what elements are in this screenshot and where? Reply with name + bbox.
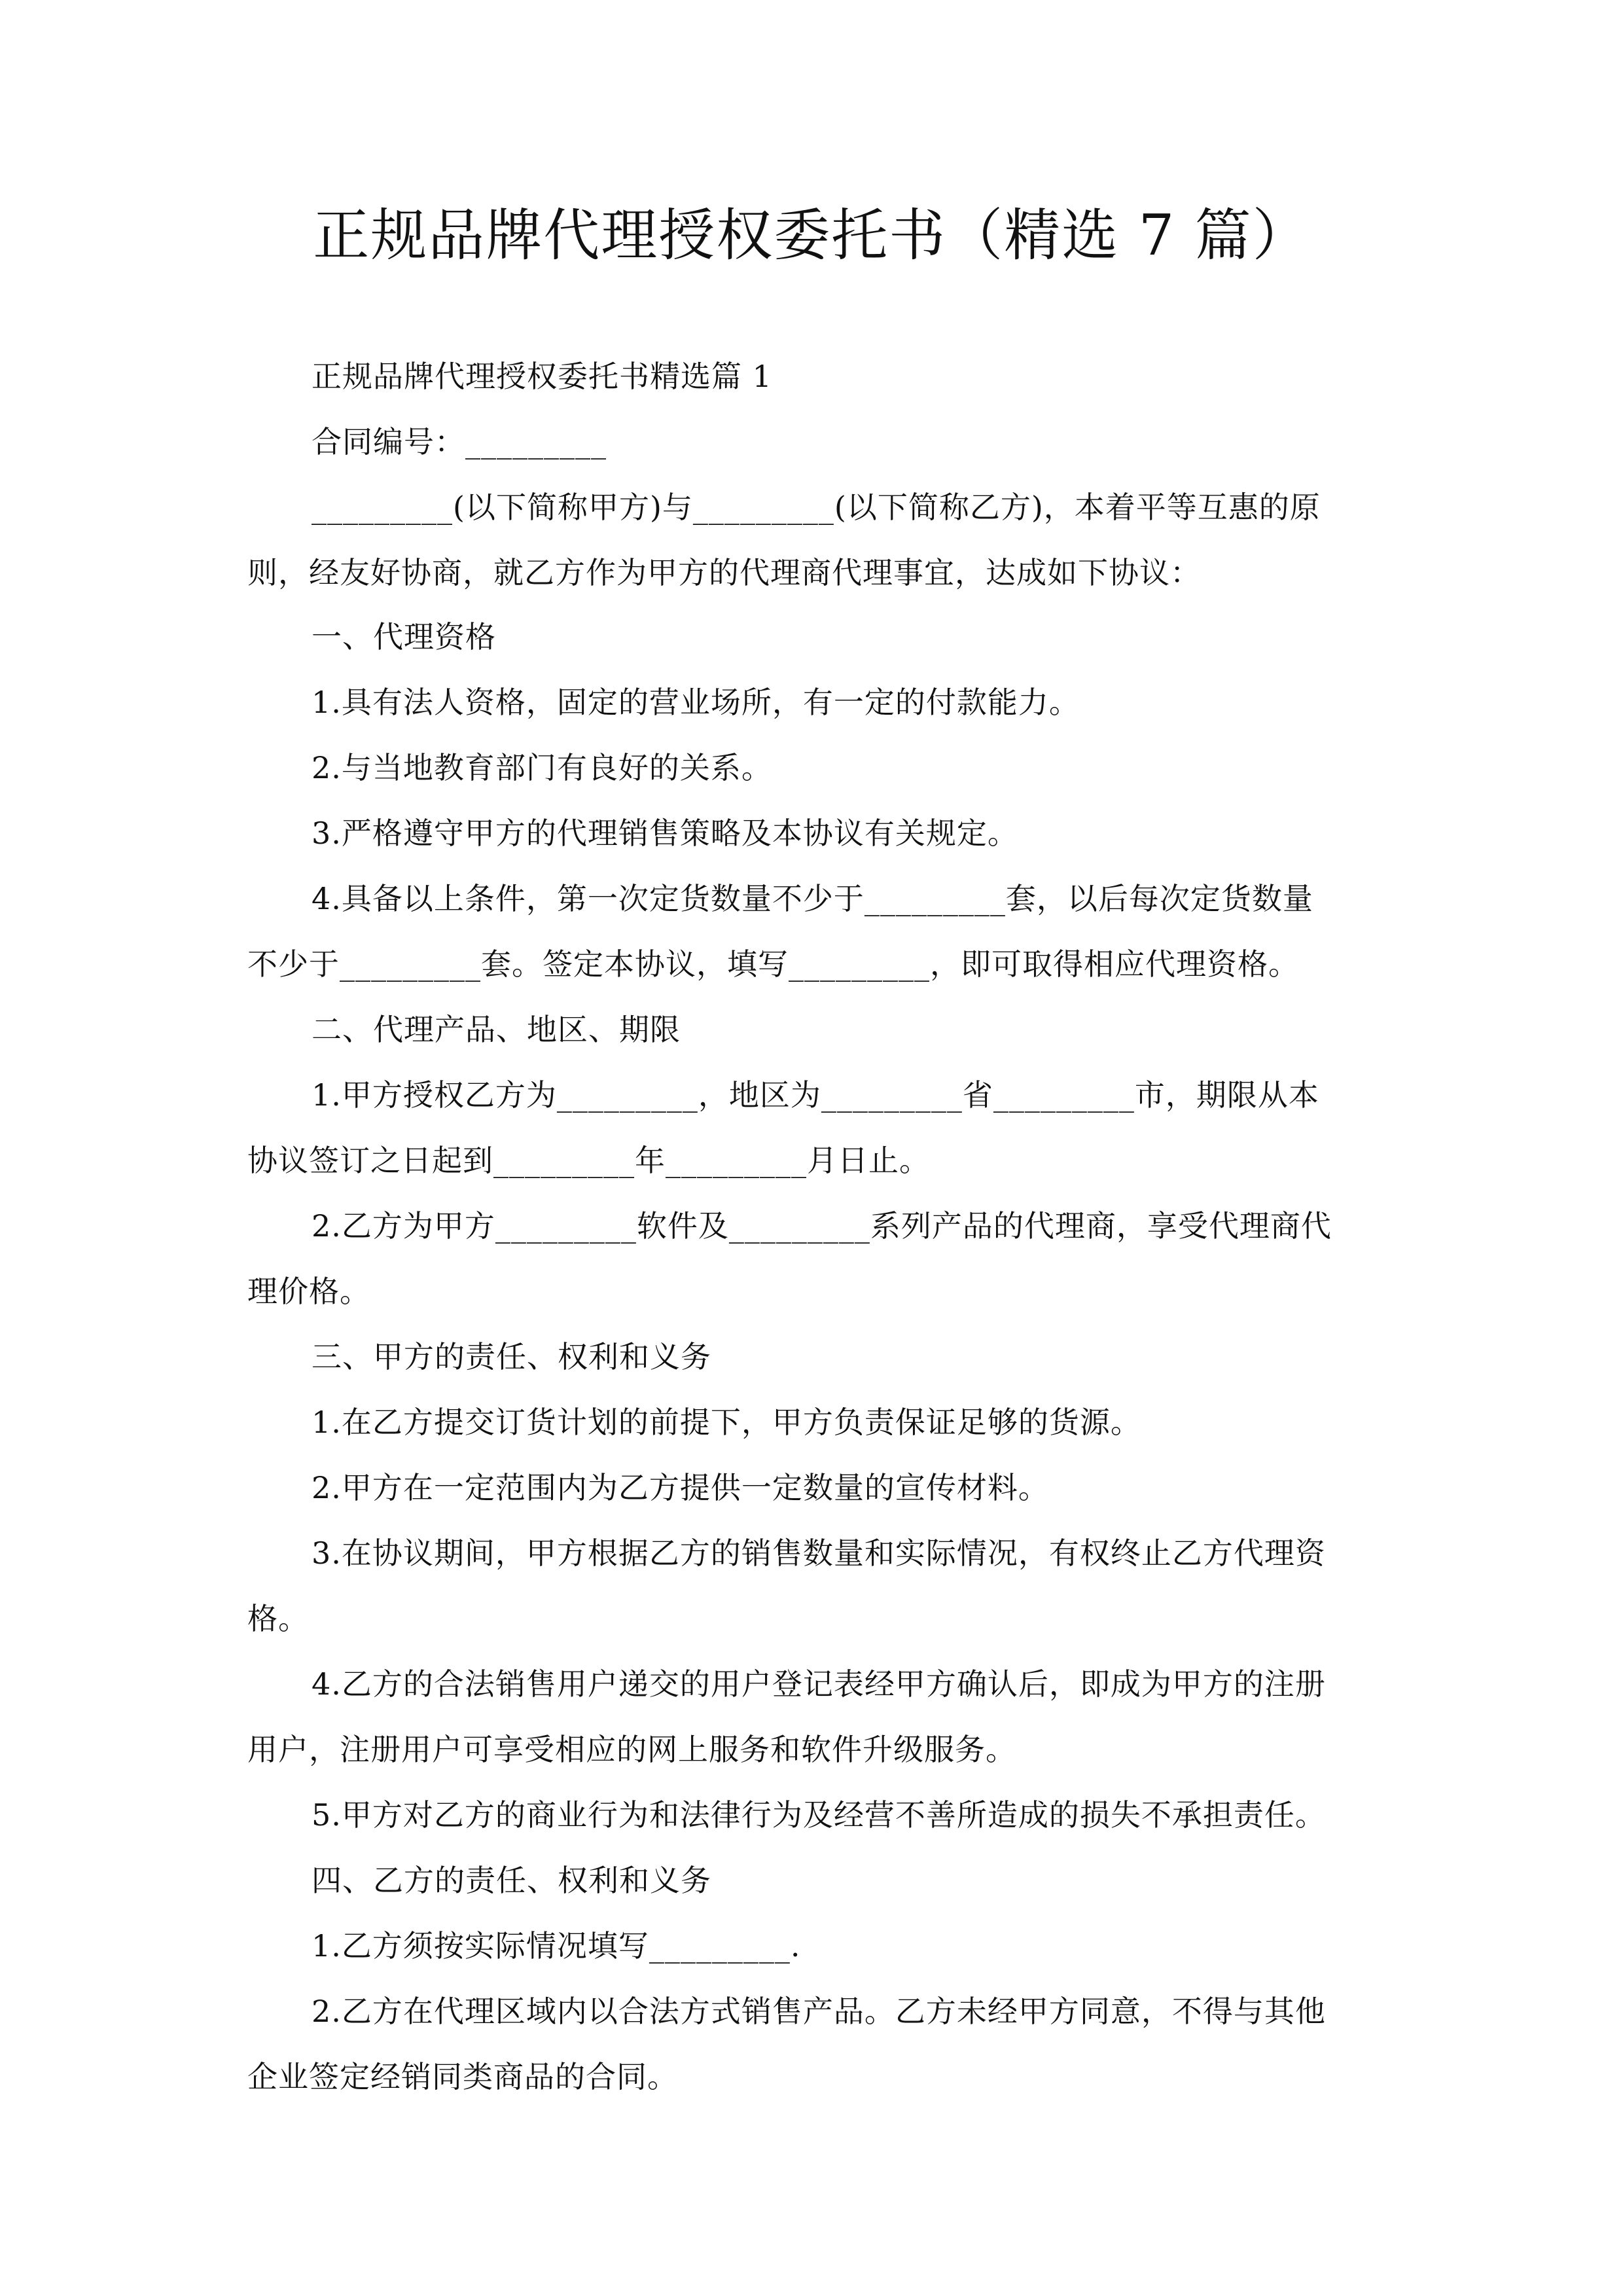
clause-item: 5.甲方对乙方的商业行为和法律行为及经营不善所造成的损失不承担责任。 bbox=[312, 1797, 1326, 1833]
clause-item: 4.具备以上条件，第一次定货数量不少于_________套，以后每次定货数量 bbox=[312, 881, 1313, 916]
clause-item-continued: 协议签订之日起到_________年_________月日止。 bbox=[247, 1143, 930, 1178]
clause-item: 4.乙方的合法销售用户递交的用户登记表经甲方确认后，即成为甲方的注册 bbox=[312, 1666, 1326, 1702]
clause-item: 1.具有法人资格，固定的营业场所，有一定的付款能力。 bbox=[312, 685, 1080, 720]
section-heading: 正规品牌代理授权委托书精选篇 1 bbox=[312, 359, 772, 394]
clause-item: 2.乙方为甲方_________软件及_________系列产品的代理商，享受代理商代 bbox=[312, 1208, 1332, 1244]
clause-item: 2.与当地教育部门有良好的关系。 bbox=[312, 750, 772, 785]
document-title: 正规品牌代理授权委托书（精选 7 篇） bbox=[313, 203, 1310, 268]
clause-item-continued: 用户，注册用户可享受相应的网上服务和软件升级服务。 bbox=[247, 1732, 1016, 1767]
clause-item: 3.严格遵守甲方的代理销售策略及本协议有关规定。 bbox=[312, 816, 1018, 851]
clause-item-continued: 不少于_________套。签定本协议，填写_________，即可取得相应代理资格。 bbox=[247, 946, 1299, 982]
contract-number: 合同编号：_________ bbox=[312, 424, 607, 459]
clause-item: 2.乙方在代理区域内以合法方式销售产品。乙方未经甲方同意，不得与其他 bbox=[312, 1994, 1326, 2029]
clause-item: 2.甲方在一定范围内为乙方提供一定数量的宣传材料。 bbox=[312, 1470, 1049, 1505]
clause-item: 1.在乙方提交订货计划的前提下，甲方负责保证足够的货源。 bbox=[312, 1405, 1141, 1440]
clause-item: 1.乙方须按实际情况填写_________. bbox=[312, 1928, 801, 1964]
clause-heading: 一、代理资格 bbox=[312, 619, 496, 655]
clause-item-continued: 企业签定经销同类商品的合同。 bbox=[247, 2059, 678, 2094]
paragraph-line: _________(以下简称甲方)与_________(以下简称乙方)，本着平等互惠的原 bbox=[312, 490, 1321, 525]
clause-item: 3.在协议期间，甲方根据乙方的销售数量和实际情况，有权终止乙方代理资 bbox=[312, 1535, 1326, 1571]
clause-heading: 四、乙方的责任、权利和义务 bbox=[312, 1863, 711, 1898]
clause-item-continued: 格。 bbox=[247, 1601, 309, 1636]
clause-heading: 三、甲方的责任、权利和义务 bbox=[312, 1339, 711, 1374]
clause-item: 1.甲方授权乙方为_________，地区为_________省_________市，期限从本 bbox=[312, 1077, 1319, 1113]
paragraph-line: 则，经友好协商，就乙方作为甲方的代理商代理事宜，达成如下协议： bbox=[247, 555, 1201, 590]
clause-item-continued: 理价格。 bbox=[247, 1274, 370, 1309]
clause-heading: 二、代理产品、地区、期限 bbox=[312, 1012, 681, 1047]
